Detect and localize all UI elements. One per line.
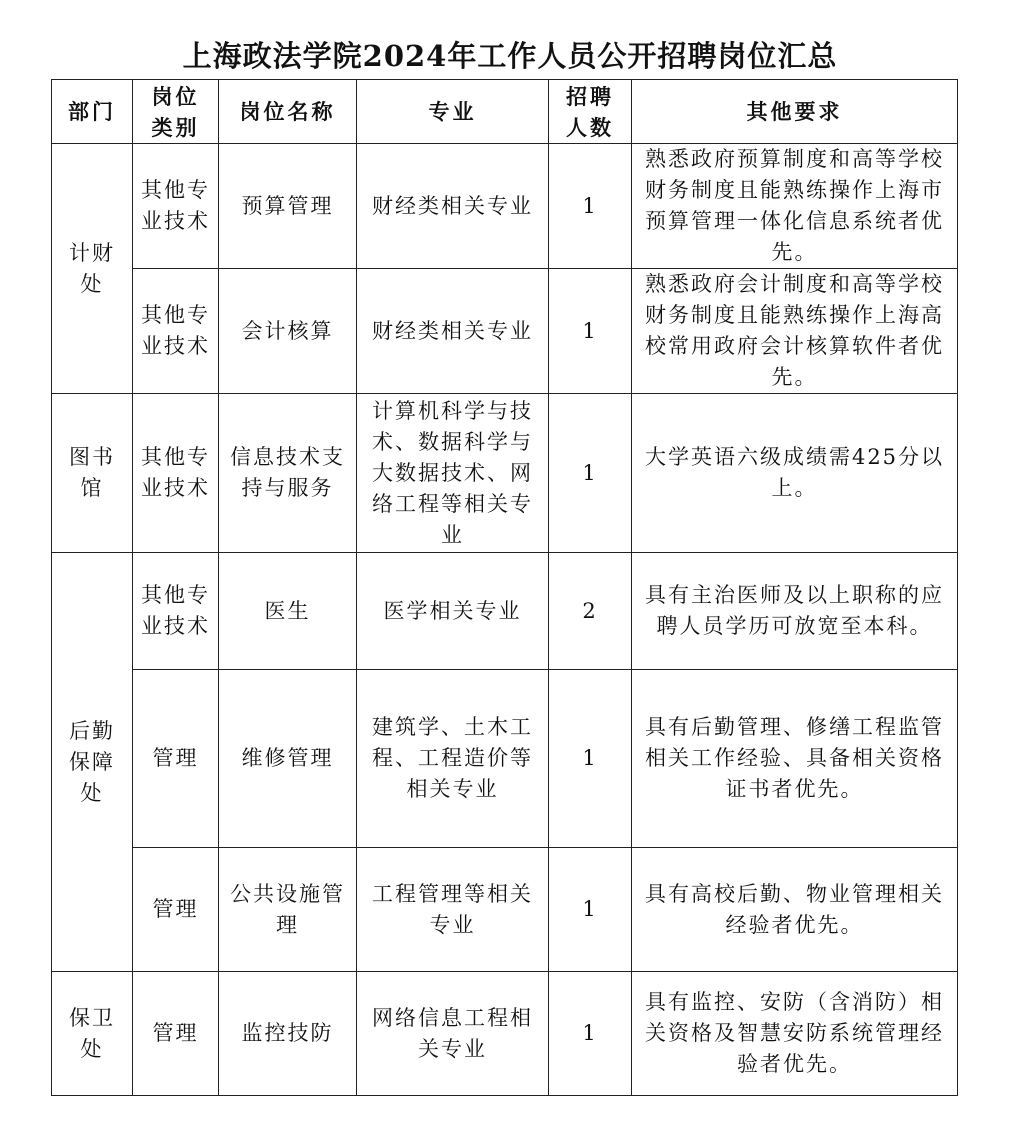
table-row [52,394,958,553]
header-department: 部门 [52,80,133,144]
table-row [52,972,958,1096]
category-cell: 其他专业技术 [133,269,219,394]
category-cell: 管理 [133,972,219,1096]
count-cell: 1 [549,269,632,394]
major-cell: 财经类相关专业 [357,144,549,269]
position-cell: 信息技术支持与服务 [219,394,357,553]
major-cell: 工程管理等相关专业 [357,848,549,972]
position-cell: 预算管理 [219,144,357,269]
header-requirements: 其他要求 [632,80,958,144]
header-major: 专业 [357,80,549,144]
count-cell: 1 [549,848,632,972]
count-cell: 1 [549,972,632,1096]
position-cell: 公共设施管理 [219,848,357,972]
table-row [52,269,958,394]
table-row [52,670,958,848]
position-cell: 医生 [219,553,357,670]
category-cell: 其他专业技术 [133,394,219,553]
category-cell: 管理 [133,670,219,848]
header-position: 岗位名称 [219,80,357,144]
position-cell: 会计核算 [219,269,357,394]
category-cell: 其他专业技术 [133,144,219,269]
requirements-cell: 熟悉政府预算制度和高等学校财务制度且能熟练操作上海市预算管理一体化信息系统者优先。 [632,144,958,269]
requirements-cell: 熟悉政府会计制度和高等学校财务制度且能熟练操作上海高校常用政府会计核算软件者优先。 [632,269,958,394]
table-row [52,144,958,269]
page-title: 上海政法学院2024年工作人员公开招聘岗位汇总 [182,39,838,73]
major-cell: 计算机科学与技术、数据科学与大数据技术、网络工程等相关专业 [357,394,549,553]
major-cell: 医学相关专业 [357,553,549,670]
category-cell: 管理 [133,848,219,972]
department-cell: 保卫处 [52,972,133,1096]
position-cell: 维修管理 [219,670,357,848]
major-cell: 建筑学、土木工程、工程造价等相关专业 [357,670,549,848]
table-row [52,848,958,972]
count-cell: 2 [549,553,632,670]
count-cell: 1 [549,144,632,269]
requirements-cell: 大学英语六级成绩需425分以上。 [632,394,958,553]
department-cell: 图书馆 [52,394,133,553]
department-cell: 后勤保障处 [52,553,133,972]
category-cell: 其他专业技术 [133,553,219,670]
header-category: 岗位类别 [133,80,219,144]
count-cell: 1 [549,394,632,553]
table-header-row [52,80,958,144]
requirements-cell: 具有监控、安防（含消防）相关资格及智慧安防系统管理经验者优先。 [632,972,958,1096]
department-cell: 计财处 [52,144,133,394]
major-cell: 财经类相关专业 [357,269,549,394]
table-row [52,553,958,670]
position-cell: 监控技防 [219,972,357,1096]
major-cell: 网络信息工程相关专业 [357,972,549,1096]
requirements-cell: 具有后勤管理、修缮工程监管相关工作经验、具备相关资格证书者优先。 [632,670,958,848]
count-cell: 1 [549,670,632,848]
requirements-cell: 具有主治医师及以上职称的应聘人员学历可放宽至本科。 [632,553,958,670]
requirements-cell: 具有高校后勤、物业管理相关经验者优先。 [632,848,958,972]
header-count: 招聘人数 [549,80,632,144]
recruitment-table [51,79,958,1096]
